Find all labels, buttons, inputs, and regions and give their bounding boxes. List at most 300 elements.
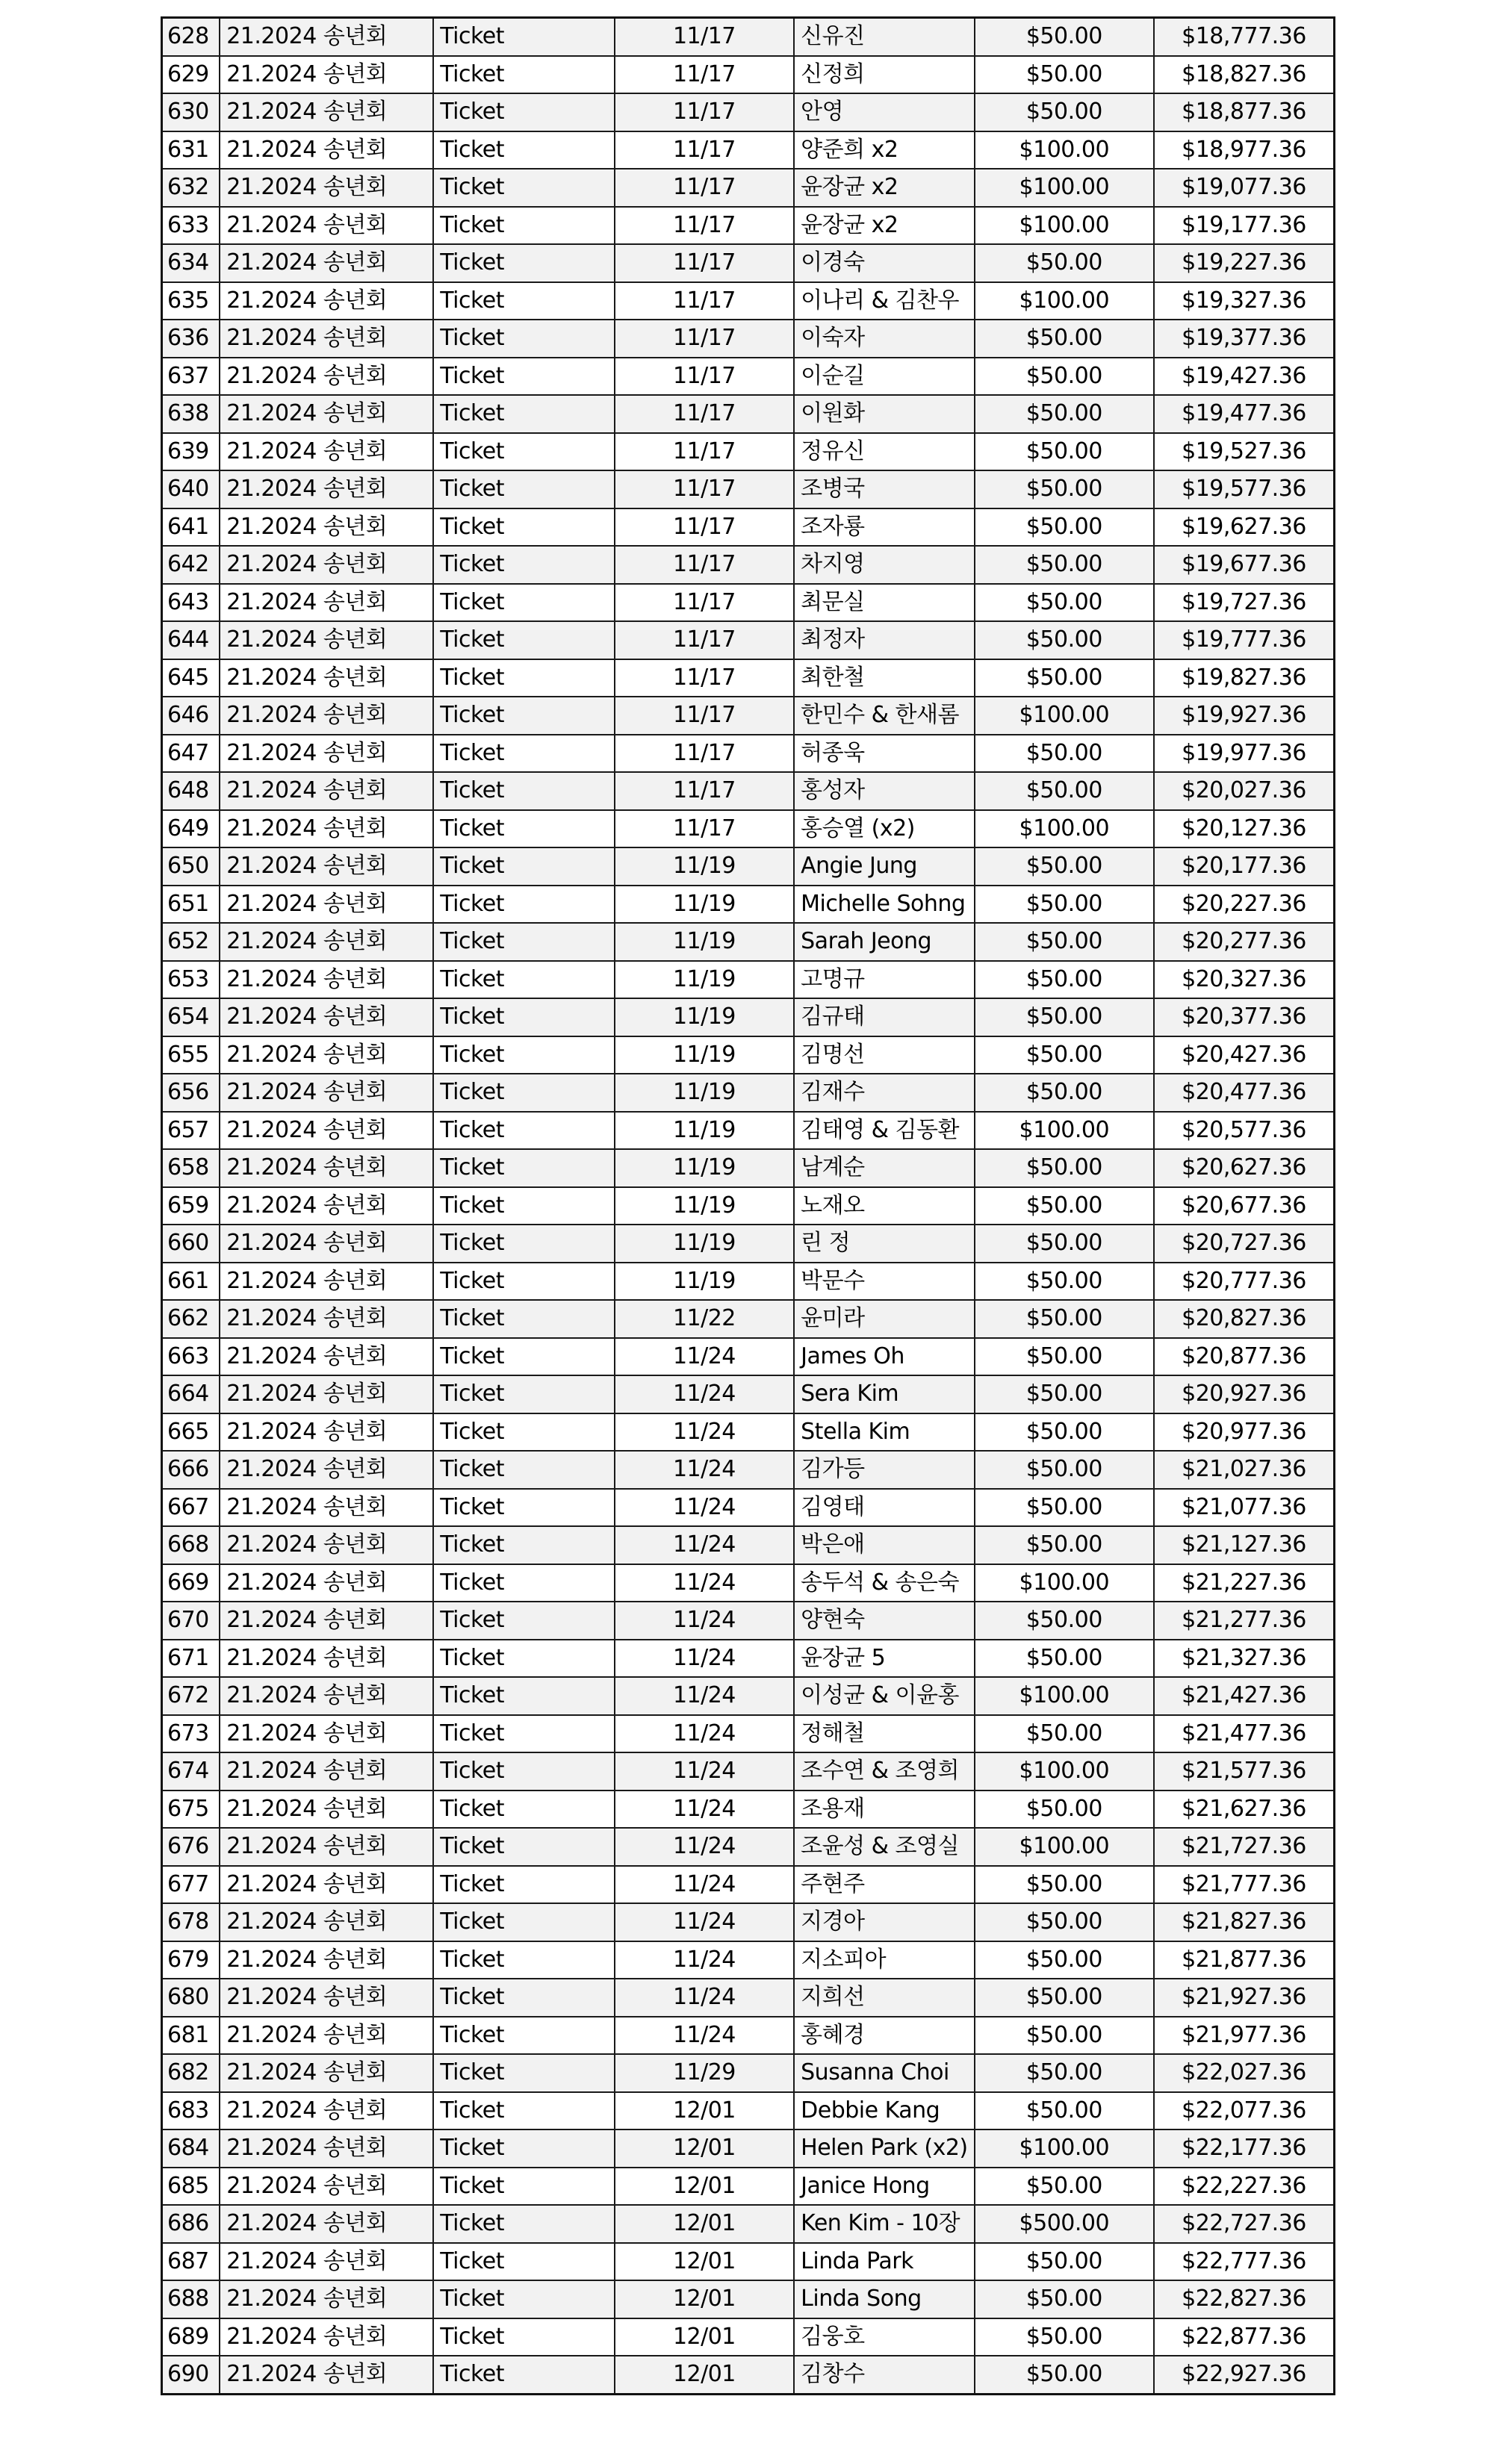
entry-number: 667 <box>162 1489 220 1527</box>
entry-number: 678 <box>162 1903 220 1941</box>
table-row <box>162 1564 1335 1602</box>
running-balance: $20,377.36 <box>1154 998 1334 1036</box>
table-row <box>162 697 1335 735</box>
payer-name: 주현주 <box>794 1866 974 1904</box>
entry-date: 11/29 <box>615 2054 794 2092</box>
payer-name: Susanna Choi <box>794 2054 974 2092</box>
entry-number: 662 <box>162 1300 220 1338</box>
payer-name: 차지영 <box>794 546 974 584</box>
payer-name: 김태영 & 김동환 <box>794 1112 974 1150</box>
amount: $100.00 <box>975 169 1154 207</box>
table-row <box>162 847 1335 886</box>
entry-type: Ticket <box>433 621 614 659</box>
payer-name: Angie Jung <box>794 847 974 886</box>
payer-name: 김명선 <box>794 1036 974 1074</box>
amount: $50.00 <box>975 2054 1154 2092</box>
entry-type: Ticket <box>433 2318 614 2356</box>
entry-number: 666 <box>162 1451 220 1489</box>
running-balance: $20,977.36 <box>1154 1413 1334 1452</box>
running-balance: $20,177.36 <box>1154 847 1334 886</box>
entry-date: 11/24 <box>615 1489 794 1527</box>
amount: $50.00 <box>975 1715 1154 1753</box>
amount: $50.00 <box>975 1941 1154 1979</box>
payer-name: Debbie Kang <box>794 2092 974 2130</box>
table-row <box>162 2017 1335 2055</box>
amount: $50.00 <box>975 1526 1154 1564</box>
table-row <box>162 886 1335 924</box>
table-row <box>162 18 1335 56</box>
payer-name: 양준희 x2 <box>794 131 974 169</box>
running-balance: $19,327.36 <box>1154 282 1334 320</box>
entry-type: Ticket <box>433 1187 614 1225</box>
entry-type: Ticket <box>433 207 614 245</box>
table-row <box>162 1149 1335 1187</box>
payer-name: 이순길 <box>794 358 974 396</box>
event-name: 21.2024 송년회 <box>220 1338 433 1376</box>
table-row <box>162 1526 1335 1564</box>
entry-number: 677 <box>162 1866 220 1904</box>
running-balance: $19,677.36 <box>1154 546 1334 584</box>
amount: $100.00 <box>975 2129 1154 2168</box>
event-name: 21.2024 송년회 <box>220 2356 433 2394</box>
table-row <box>162 1602 1335 1640</box>
payer-name: Linda Park <box>794 2243 974 2281</box>
event-name: 21.2024 송년회 <box>220 1375 433 1413</box>
event-name: 21.2024 송년회 <box>220 659 433 697</box>
amount: $50.00 <box>975 584 1154 622</box>
amount: $50.00 <box>975 2318 1154 2356</box>
event-name: 21.2024 송년회 <box>220 1602 433 1640</box>
event-name: 21.2024 송년회 <box>220 1752 433 1791</box>
payer-name: 조병국 <box>794 470 974 508</box>
entry-number: 631 <box>162 131 220 169</box>
payer-name: 신정희 <box>794 56 974 94</box>
entry-type: Ticket <box>433 18 614 56</box>
table-row <box>162 1413 1335 1452</box>
event-name: 21.2024 송년회 <box>220 2318 433 2356</box>
entry-date: 11/19 <box>615 1112 794 1150</box>
event-name: 21.2024 송년회 <box>220 923 433 961</box>
amount: $100.00 <box>975 1752 1154 1791</box>
entry-date: 11/17 <box>615 56 794 94</box>
entry-number: 647 <box>162 735 220 773</box>
payer-name: 조용재 <box>794 1791 974 1829</box>
entry-number: 665 <box>162 1413 220 1452</box>
entry-date: 11/17 <box>615 131 794 169</box>
amount: $100.00 <box>975 1677 1154 1715</box>
event-name: 21.2024 송년회 <box>220 2017 433 2055</box>
event-name: 21.2024 송년회 <box>220 1451 433 1489</box>
running-balance: $21,927.36 <box>1154 1979 1334 2017</box>
running-balance: $19,927.36 <box>1154 697 1334 735</box>
entry-number: 638 <box>162 395 220 433</box>
entry-date: 11/24 <box>615 1375 794 1413</box>
table-row <box>162 1338 1335 1376</box>
entry-number: 672 <box>162 1677 220 1715</box>
entry-number: 684 <box>162 2129 220 2168</box>
entry-date: 11/24 <box>615 1564 794 1602</box>
entry-date: 12/01 <box>615 2129 794 2168</box>
running-balance: $22,827.36 <box>1154 2280 1334 2318</box>
amount: $50.00 <box>975 923 1154 961</box>
amount: $100.00 <box>975 207 1154 245</box>
entry-date: 11/17 <box>615 169 794 207</box>
table-row <box>162 470 1335 508</box>
entry-type: Ticket <box>433 1791 614 1829</box>
entry-date: 11/24 <box>615 1941 794 1979</box>
entry-number: 683 <box>162 2092 220 2130</box>
table-row <box>162 1036 1335 1074</box>
table-row <box>162 1640 1335 1678</box>
payer-name: 양현숙 <box>794 1602 974 1640</box>
running-balance: $20,777.36 <box>1154 1263 1334 1301</box>
table-row <box>162 244 1335 282</box>
payer-name: 송두석 & 송은숙 <box>794 1564 974 1602</box>
table-row <box>162 1187 1335 1225</box>
entry-type: Ticket <box>433 1300 614 1338</box>
amount: $50.00 <box>975 470 1154 508</box>
event-name: 21.2024 송년회 <box>220 1300 433 1338</box>
payer-name: 신유진 <box>794 18 974 56</box>
amount: $50.00 <box>975 2243 1154 2281</box>
entry-date: 11/19 <box>615 1149 794 1187</box>
event-name: 21.2024 송년회 <box>220 320 433 358</box>
entry-date: 11/24 <box>615 1752 794 1791</box>
table-row <box>162 961 1335 999</box>
table-row <box>162 207 1335 245</box>
event-name: 21.2024 송년회 <box>220 1112 433 1150</box>
payer-name: Sera Kim <box>794 1375 974 1413</box>
entry-type: Ticket <box>433 1640 614 1678</box>
table-row <box>162 772 1335 810</box>
running-balance: $19,577.36 <box>1154 470 1334 508</box>
event-name: 21.2024 송년회 <box>220 1526 433 1564</box>
running-balance: $20,327.36 <box>1154 961 1334 999</box>
running-balance: $22,077.36 <box>1154 2092 1334 2130</box>
payer-name: 조수연 & 조영희 <box>794 1752 974 1791</box>
event-name: 21.2024 송년회 <box>220 93 433 131</box>
payer-name: Janice Hong <box>794 2168 974 2206</box>
amount: $50.00 <box>975 508 1154 547</box>
entry-type: Ticket <box>433 659 614 697</box>
table-row <box>162 923 1335 961</box>
table-row <box>162 1791 1335 1829</box>
event-name: 21.2024 송년회 <box>220 2168 433 2206</box>
payer-name: 윤장균 x2 <box>794 207 974 245</box>
running-balance: $22,927.36 <box>1154 2356 1334 2394</box>
table-row <box>162 735 1335 773</box>
entry-number: 641 <box>162 508 220 547</box>
event-name: 21.2024 송년회 <box>220 1564 433 1602</box>
event-name: 21.2024 송년회 <box>220 169 433 207</box>
entry-type: Ticket <box>433 2092 614 2130</box>
entry-type: Ticket <box>433 1413 614 1452</box>
running-balance: $19,627.36 <box>1154 508 1334 547</box>
table-row <box>162 810 1335 848</box>
payer-name: 김규태 <box>794 998 974 1036</box>
entry-date: 12/01 <box>615 2356 794 2394</box>
table-row <box>162 546 1335 584</box>
amount: $50.00 <box>975 998 1154 1036</box>
ledger-body <box>162 18 1335 2395</box>
payer-name: 김웅호 <box>794 2318 974 2356</box>
entry-type: Ticket <box>433 1564 614 1602</box>
entry-number: 673 <box>162 1715 220 1753</box>
payer-name: 김창수 <box>794 2356 974 2394</box>
entry-type: Ticket <box>433 1225 614 1263</box>
entry-date: 11/22 <box>615 1300 794 1338</box>
event-name: 21.2024 송년회 <box>220 433 433 471</box>
running-balance: $20,027.36 <box>1154 772 1334 810</box>
entry-number: 657 <box>162 1112 220 1150</box>
entry-date: 11/24 <box>615 1640 794 1678</box>
amount: $50.00 <box>975 395 1154 433</box>
entry-type: Ticket <box>433 470 614 508</box>
payer-name: 윤장균 5 <box>794 1640 974 1678</box>
running-balance: $21,277.36 <box>1154 1602 1334 1640</box>
entry-number: 675 <box>162 1791 220 1829</box>
running-balance: $18,777.36 <box>1154 18 1334 56</box>
amount: $50.00 <box>975 1866 1154 1904</box>
event-name: 21.2024 송년회 <box>220 2243 433 2281</box>
payer-name: 안영 <box>794 93 974 131</box>
entry-type: Ticket <box>433 886 614 924</box>
running-balance: $21,627.36 <box>1154 1791 1334 1829</box>
amount: $50.00 <box>975 621 1154 659</box>
running-balance: $21,077.36 <box>1154 1489 1334 1527</box>
amount: $100.00 <box>975 282 1154 320</box>
amount: $50.00 <box>975 1451 1154 1489</box>
table-row <box>162 1828 1335 1866</box>
event-name: 21.2024 송년회 <box>220 1979 433 2017</box>
entry-type: Ticket <box>433 1828 614 1866</box>
entry-type: Ticket <box>433 1715 614 1753</box>
entry-date: 11/24 <box>615 1526 794 1564</box>
entry-type: Ticket <box>433 93 614 131</box>
payer-name: 지경아 <box>794 1903 974 1941</box>
payer-name: 남계순 <box>794 1149 974 1187</box>
entry-number: 654 <box>162 998 220 1036</box>
running-balance: $22,227.36 <box>1154 2168 1334 2206</box>
table-row <box>162 2318 1335 2356</box>
entry-date: 11/17 <box>615 244 794 282</box>
payer-name: 이숙자 <box>794 320 974 358</box>
entry-number: 634 <box>162 244 220 282</box>
entry-number: 648 <box>162 772 220 810</box>
table-row <box>162 2356 1335 2394</box>
table-row <box>162 358 1335 396</box>
table-row <box>162 2243 1335 2281</box>
amount: $50.00 <box>975 2168 1154 2206</box>
payer-name: 김영태 <box>794 1489 974 1527</box>
entry-date: 11/17 <box>615 584 794 622</box>
event-name: 21.2024 송년회 <box>220 961 433 999</box>
ledger-table <box>161 16 1335 2395</box>
running-balance: $21,777.36 <box>1154 1866 1334 1904</box>
amount: $50.00 <box>975 2356 1154 2394</box>
event-name: 21.2024 송년회 <box>220 697 433 735</box>
payer-name: 윤장균 x2 <box>794 169 974 207</box>
running-balance: $22,777.36 <box>1154 2243 1334 2281</box>
amount: $50.00 <box>975 2280 1154 2318</box>
event-name: 21.2024 송년회 <box>220 1941 433 1979</box>
entry-date: 11/17 <box>615 282 794 320</box>
entry-type: Ticket <box>433 2168 614 2206</box>
running-balance: $20,477.36 <box>1154 1074 1334 1112</box>
amount: $50.00 <box>975 93 1154 131</box>
entry-number: 655 <box>162 1036 220 1074</box>
running-balance: $18,827.36 <box>1154 56 1334 94</box>
running-balance: $18,877.36 <box>1154 93 1334 131</box>
amount: $50.00 <box>975 847 1154 886</box>
amount: $50.00 <box>975 320 1154 358</box>
entry-number: 649 <box>162 810 220 848</box>
payer-name: 김가등 <box>794 1451 974 1489</box>
table-row <box>162 1263 1335 1301</box>
running-balance: $19,777.36 <box>1154 621 1334 659</box>
payer-name: Ken Kim - 10장 <box>794 2205 974 2243</box>
entry-number: 671 <box>162 1640 220 1678</box>
entry-date: 11/19 <box>615 847 794 886</box>
entry-number: 659 <box>162 1187 220 1225</box>
amount: $50.00 <box>975 1413 1154 1452</box>
event-name: 21.2024 송년회 <box>220 56 433 94</box>
amount: $50.00 <box>975 659 1154 697</box>
entry-type: Ticket <box>433 508 614 547</box>
table-row <box>162 1074 1335 1112</box>
table-row <box>162 1903 1335 1941</box>
payer-name: 지소피아 <box>794 1941 974 1979</box>
entry-number: 628 <box>162 18 220 56</box>
entry-date: 11/19 <box>615 961 794 999</box>
amount: $50.00 <box>975 2092 1154 2130</box>
entry-date: 11/24 <box>615 1979 794 2017</box>
entry-date: 11/17 <box>615 659 794 697</box>
entry-date: 12/01 <box>615 2280 794 2318</box>
running-balance: $20,927.36 <box>1154 1375 1334 1413</box>
entry-date: 11/17 <box>615 697 794 735</box>
payer-name: 정해철 <box>794 1715 974 1753</box>
amount: $50.00 <box>975 56 1154 94</box>
entry-type: Ticket <box>433 131 614 169</box>
payer-name: 이성균 & 이윤홍 <box>794 1677 974 1715</box>
entry-type: Ticket <box>433 2280 614 2318</box>
entry-date: 11/17 <box>615 395 794 433</box>
event-name: 21.2024 송년회 <box>220 546 433 584</box>
running-balance: $19,177.36 <box>1154 207 1334 245</box>
event-name: 21.2024 송년회 <box>220 1036 433 1074</box>
running-balance: $20,577.36 <box>1154 1112 1334 1150</box>
entry-type: Ticket <box>433 584 614 622</box>
table-row <box>162 320 1335 358</box>
event-name: 21.2024 송년회 <box>220 1187 433 1225</box>
entry-date: 11/19 <box>615 1187 794 1225</box>
running-balance: $19,527.36 <box>1154 433 1334 471</box>
table-row <box>162 2054 1335 2092</box>
running-balance: $20,277.36 <box>1154 923 1334 961</box>
entry-number: 639 <box>162 433 220 471</box>
payer-name: 정유신 <box>794 433 974 471</box>
table-row <box>162 621 1335 659</box>
entry-date: 11/24 <box>615 1715 794 1753</box>
running-balance: $20,627.36 <box>1154 1149 1334 1187</box>
entry-type: Ticket <box>433 1941 614 1979</box>
event-name: 21.2024 송년회 <box>220 508 433 547</box>
entry-number: 630 <box>162 93 220 131</box>
table-row <box>162 659 1335 697</box>
payer-name: 박은애 <box>794 1526 974 1564</box>
payer-name: 노재오 <box>794 1187 974 1225</box>
entry-type: Ticket <box>433 2356 614 2394</box>
event-name: 21.2024 송년회 <box>220 470 433 508</box>
table-row <box>162 1451 1335 1489</box>
entry-type: Ticket <box>433 810 614 848</box>
running-balance: $20,427.36 <box>1154 1036 1334 1074</box>
entry-type: Ticket <box>433 923 614 961</box>
entry-type: Ticket <box>433 1526 614 1564</box>
entry-number: 652 <box>162 923 220 961</box>
entry-type: Ticket <box>433 697 614 735</box>
entry-date: 11/17 <box>615 358 794 396</box>
amount: $100.00 <box>975 1828 1154 1866</box>
running-balance: $22,177.36 <box>1154 2129 1334 2168</box>
running-balance: $21,477.36 <box>1154 1715 1334 1753</box>
amount: $50.00 <box>975 358 1154 396</box>
entry-type: Ticket <box>433 320 614 358</box>
payer-name: 이경숙 <box>794 244 974 282</box>
amount: $50.00 <box>975 1187 1154 1225</box>
amount: $50.00 <box>975 1375 1154 1413</box>
running-balance: $21,127.36 <box>1154 1526 1334 1564</box>
entry-number: 632 <box>162 169 220 207</box>
table-row <box>162 395 1335 433</box>
entry-date: 11/17 <box>615 546 794 584</box>
event-name: 21.2024 송년회 <box>220 998 433 1036</box>
payer-name: 지희선 <box>794 1979 974 2017</box>
event-name: 21.2024 송년회 <box>220 621 433 659</box>
entry-number: 644 <box>162 621 220 659</box>
running-balance: $21,727.36 <box>1154 1828 1334 1866</box>
running-balance: $21,877.36 <box>1154 1941 1334 1979</box>
event-name: 21.2024 송년회 <box>220 810 433 848</box>
event-name: 21.2024 송년회 <box>220 131 433 169</box>
entry-type: Ticket <box>433 847 614 886</box>
entry-number: 645 <box>162 659 220 697</box>
payer-name: 최문실 <box>794 584 974 622</box>
entry-number: 650 <box>162 847 220 886</box>
payer-name: Sarah Jeong <box>794 923 974 961</box>
entry-number: 663 <box>162 1338 220 1376</box>
amount: $100.00 <box>975 810 1154 848</box>
payer-name: Linda Song <box>794 2280 974 2318</box>
entry-date: 11/17 <box>615 207 794 245</box>
amount: $50.00 <box>975 1036 1154 1074</box>
entry-number: 635 <box>162 282 220 320</box>
amount: $50.00 <box>975 961 1154 999</box>
event-name: 21.2024 송년회 <box>220 282 433 320</box>
table-row <box>162 1112 1335 1150</box>
event-name: 21.2024 송년회 <box>220 1903 433 1941</box>
entry-number: 688 <box>162 2280 220 2318</box>
entry-number: 690 <box>162 2356 220 2394</box>
event-name: 21.2024 송년회 <box>220 1640 433 1678</box>
payer-name: 홍승열 (x2) <box>794 810 974 848</box>
entry-number: 640 <box>162 470 220 508</box>
event-name: 21.2024 송년회 <box>220 1677 433 1715</box>
table-row <box>162 93 1335 131</box>
entry-type: Ticket <box>433 2129 614 2168</box>
entry-date: 11/24 <box>615 2017 794 2055</box>
